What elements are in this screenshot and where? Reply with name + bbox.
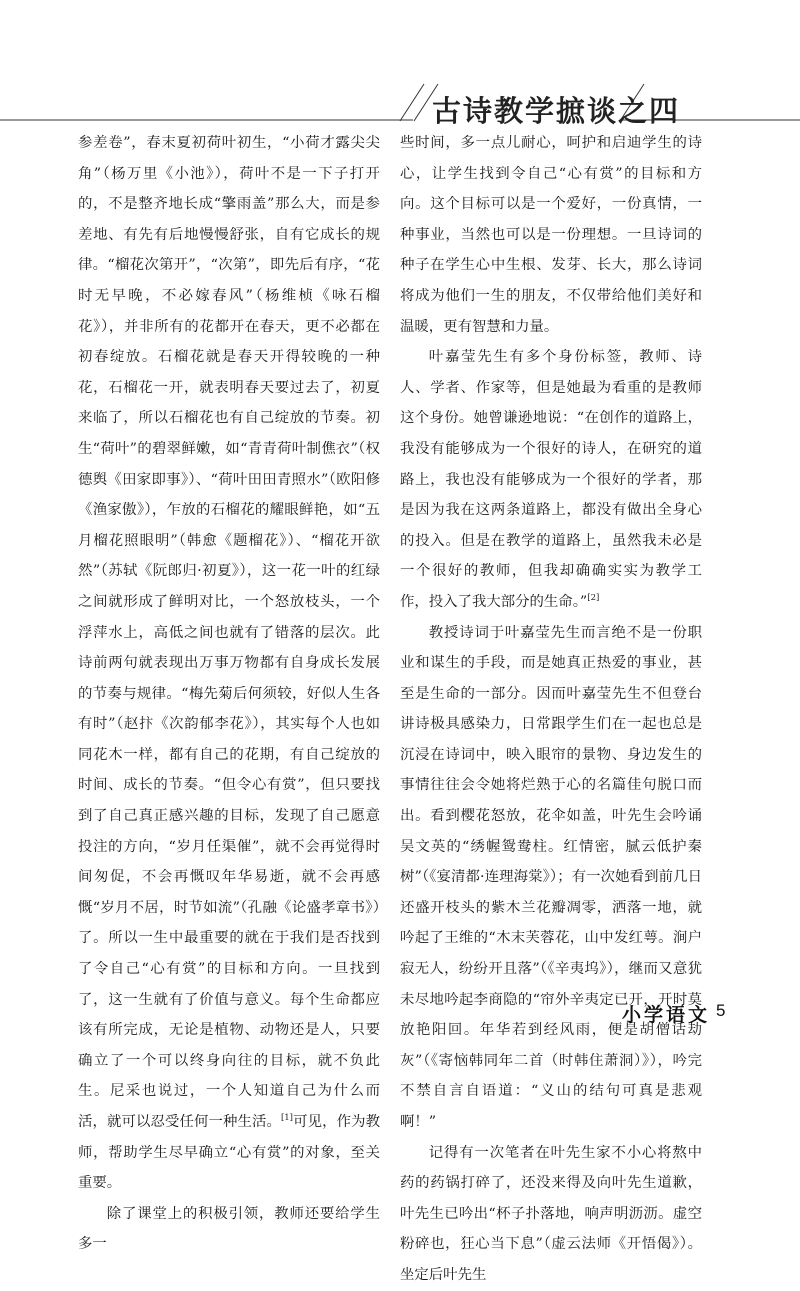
footnote-marker: [1] xyxy=(280,1113,293,1124)
footnote-marker: [2] xyxy=(587,593,600,604)
page-number: 5 xyxy=(716,1001,726,1020)
journal-brand: 小学语文 xyxy=(622,1004,711,1026)
article-column-right xyxy=(400,128,702,1291)
paragraph-text: 叶嘉莹先生有多个身份标签，教师、诗人、学者、作家等，但是她最为看重的是教师这个身份。她曾谦逊地说：“在创作的道路上，我没有能够成为一个很好的诗人，在研究的道路上，我也没有能够成为一个很好的学者，那是因为我在这两条道路上，都没有做出全身心的投入。但是在教学的道路上，虽然我未必是一个很好的教师，但我却确确实实为教学工作，投入了我大部分的生命。” xyxy=(400,349,702,610)
paragraph xyxy=(78,128,380,1199)
paragraph xyxy=(400,342,702,617)
paragraph-text: 参差卷”，春末夏初荷叶初生，“小荷才露尖尖角”（杨万里《小池》），荷叶不是一下子打开的，不是整齐地长成“擎雨盖”那么大，而是参差地、有先有后地慢慢舒张，自有它成长的规律。“榴花次第开”，“次第”，即先后有序，“花时无早晚，不必嫁春风”（杨维桢《咏石榴花》），并非所有的花都开在春天，更不必都在初春绽放。石榴花就是春天开得较晚的一种花，石榴花一开，就表明春天要过去了，初夏来临了，所以石榴花也有自己绽放的节奏。初生“荷叶”的碧翠鲜嫩，如“青青荷叶制僬衣”（权德舆《田家即事》）、“荷叶田田青照水”（欧阳修《渔家傲》），乍放的石榴花的耀眼鲜艳，如“五月榴花照眼明”（韩愈《题榴花》）、“榴花开欲然”（苏轼《阮郎归·初夏》），这一花一叶的红绿之间就形成了鲜明对比，一个怒放枝头，一个浮萍水上，高低之间也就有了错落的层次。此诗前两句就表现出万事万物都有自身成长发展的节奏与规律。“梅先菊后何须较，好似人生各有时”（赵抃《次韵郁李花》），其实每个人也如同花木一样，都有自己的花期，有自己绽放的时间、成长的节奏。“但令心有赏”，但只要找到了自己真正感兴趣的目标，发现了自己愿意投注的方向，“岁月任渠催”，就不会再觉得时间匆促，不会再慨叹年华易逝，就不会再感慨“岁月不居，时节如流”（孔融《论盛孝章书》）了。所以一生中最重要的就在于我们是否找到了令自己“心有赏”的目标和方向。一旦找到了，这一生就有了价值与意义。每个生命都应该有所完成，无论是植物、动物还是人，只要确立了一个可以终身向往的目标，就不负此生。尼采也说过，一个人知道自己为什么而活，就可以忍受任何一种生活。 xyxy=(78,135,380,1130)
paragraph: 教授诗词于叶嘉莹先生而言绝不是一份职业和谋生的手段，而是她真正热爱的事业，甚至是生命的一部分。因而叶嘉莹先生不但登台讲诗极具感染力，日常跟学生们在一起也总是沉浸在诗词中，映入眼帘的景物、身边发生的事情往往会令她将烂熟于心的名篇佳句脱口而出。看到樱花怒放，花伞如盖，叶先生会吟诵吴文英的“绣幄鸳鸯柱。红情密，腻云低护秦树”（《宴清都·连理海棠》）；有一次她看到前几日还盛开枝头的紫木兰花瓣凋零，洒落一地，就吟起了王维的“木末芙蓉花，山中发红萼。涧户寂无人，纷纷开且落”（《辛夷坞》），继而又意犹未尽地吟起李商隐的“帘外辛夷定已开，开时莫放艳阳回。年华若到经风雨，便是胡僧话劫灰”（《寄恼韩同年二首（时韩住萧洞）》），吟完不禁自言自语道：“义山的结句可真是悲观啊！” xyxy=(400,624,702,1130)
paragraph: 记得有一次笔者在叶先生家不小心将熬中药的药锅打碎了，还没来得及向叶先生道歉，叶先生已吟出“杯子扑落地，响声明沥沥。虚空粉碎也，狂心当下息”（虚云法师《开悟偈》）。坐定后叶先生 xyxy=(400,1144,702,1283)
paragraph: 除了课堂上的积极引领，教师还要给学生多一 xyxy=(78,1205,380,1253)
paragraph: 些时间，多一点儿耐心，呵护和启迪学生的诗心，让学生找到令自己“心有赏”的目标和方向。这个目标可以是一个爱好，一份真情，一种事业，当然也可以是一份理想。一旦诗词的种子在学生心中生根、发芽、长大，那么诗词将成为他们一生的朋友，不仅带给他们美好和温暖，更有智慧和力量。 xyxy=(400,135,702,335)
paragraph-text: 可见，作为教师，帮助学生尽早确立“心有赏”的对象，至关重要。 xyxy=(78,1114,380,1192)
section-title: 古诗教学摭谈之四 xyxy=(432,94,681,128)
article-column-left xyxy=(78,128,380,1260)
page-header xyxy=(0,0,800,130)
